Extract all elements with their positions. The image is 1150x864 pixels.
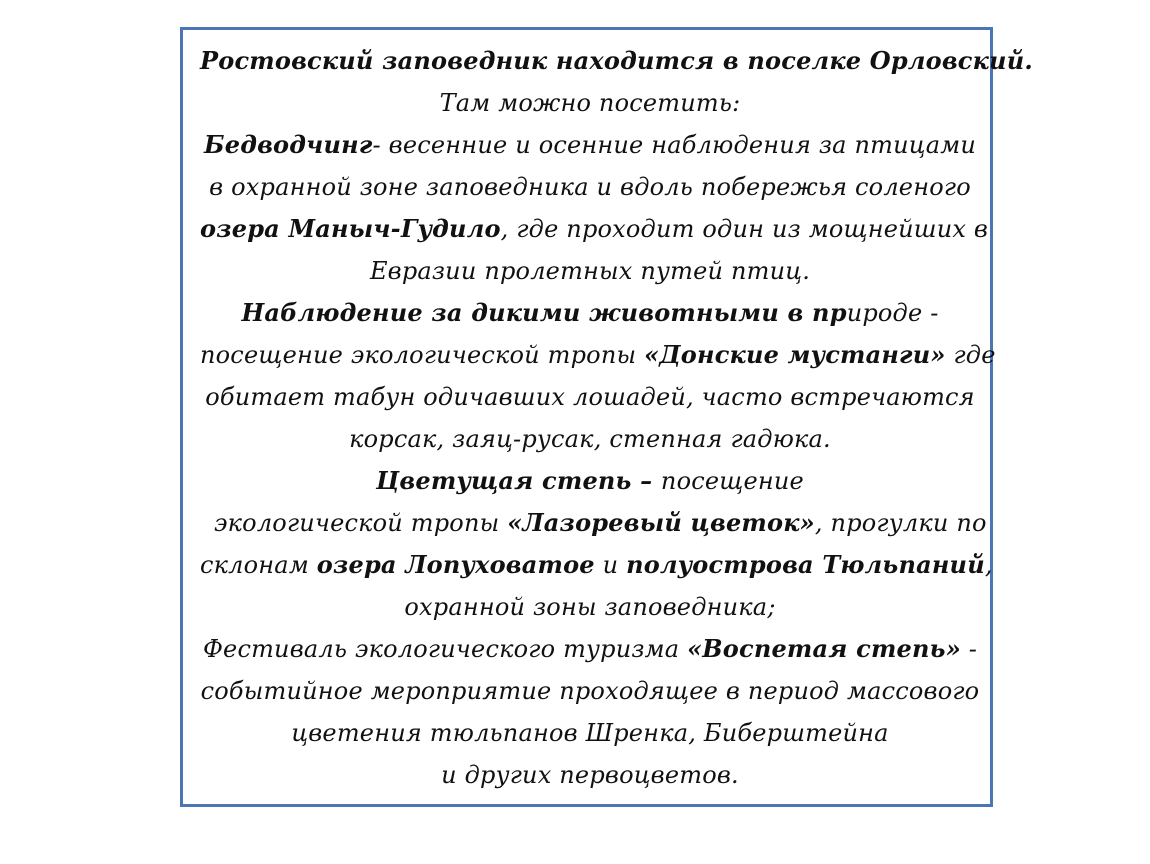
text-segment: , <box>984 551 993 579</box>
bold-text-segment: «Лазоревый цветок» <box>507 508 815 537</box>
text-line <box>200 712 980 754</box>
text-line <box>200 544 993 586</box>
text-segment: посещение <box>660 467 804 495</box>
text-line <box>200 166 980 208</box>
text-segment: ироде - <box>846 299 939 327</box>
text-segment: Там можно посетить: <box>439 89 741 117</box>
text-line <box>200 40 1033 82</box>
text-segment: экологической тропы <box>214 509 508 537</box>
text-segment: Фестиваль экологического туризма <box>202 635 688 663</box>
text-line <box>200 670 980 712</box>
text-segment: обитает табун одичавших лошадей, часто встречаются <box>205 383 975 411</box>
text-segment: посещение экологической тропы <box>200 341 645 369</box>
bold-text-segment: озера Лопуховатое <box>316 550 595 579</box>
text-line <box>200 292 980 334</box>
text-segment: и <box>594 551 627 579</box>
bold-text-segment: Ростовский заповедник находится в поселке Орловский. <box>200 46 1033 75</box>
text-line <box>200 376 980 418</box>
bold-text-segment: «Донские мустанги» <box>644 340 946 369</box>
text-segment: корсак, заяц-русак, степная гадюка. <box>349 425 831 453</box>
text-line <box>200 628 980 670</box>
bold-text-segment: «Воспетая степь» <box>687 634 961 663</box>
text-segment: , где проходит один из мощнейших в <box>500 215 989 243</box>
document-text-block <box>200 40 1033 796</box>
text-line <box>200 124 980 166</box>
text-segment: в охранной зоне заповедника и вдоль побережья соленого <box>209 173 971 201</box>
text-segment: и других первоцветов. <box>441 761 739 789</box>
text-line <box>200 460 980 502</box>
text-line <box>200 208 989 250</box>
text-segment: - <box>960 635 978 663</box>
text-line <box>200 586 980 628</box>
text-line <box>200 82 980 124</box>
text-segment: где <box>945 341 996 369</box>
bold-text-segment: Цветущая степь – <box>376 466 661 495</box>
bold-text-segment: Бедводчинг <box>204 130 373 159</box>
text-line <box>200 334 996 376</box>
text-line <box>200 418 980 460</box>
text-segment: событийное мероприятие проходящее в период массового <box>200 677 980 705</box>
text-segment: склонам <box>200 551 317 579</box>
text-line <box>200 754 980 796</box>
text-segment: охранной зоны заповедника; <box>404 593 776 621</box>
text-segment: Евразии пролетных путей птиц. <box>369 257 811 285</box>
text-segment: цветения тюльпанов Шренка, Биберштейна <box>291 719 889 747</box>
bold-text-segment: Наблюдение за дикими животными в пр <box>241 298 847 327</box>
text-segment: - весенние и осенние наблюдения за птицами <box>372 131 976 159</box>
bold-text-segment: озера Маныч-Гудило <box>200 214 501 243</box>
bold-text-segment: полуострова Тюльпаний <box>626 550 985 579</box>
text-line <box>200 502 987 544</box>
text-line <box>200 250 980 292</box>
text-segment: , прогулки по <box>814 509 987 537</box>
